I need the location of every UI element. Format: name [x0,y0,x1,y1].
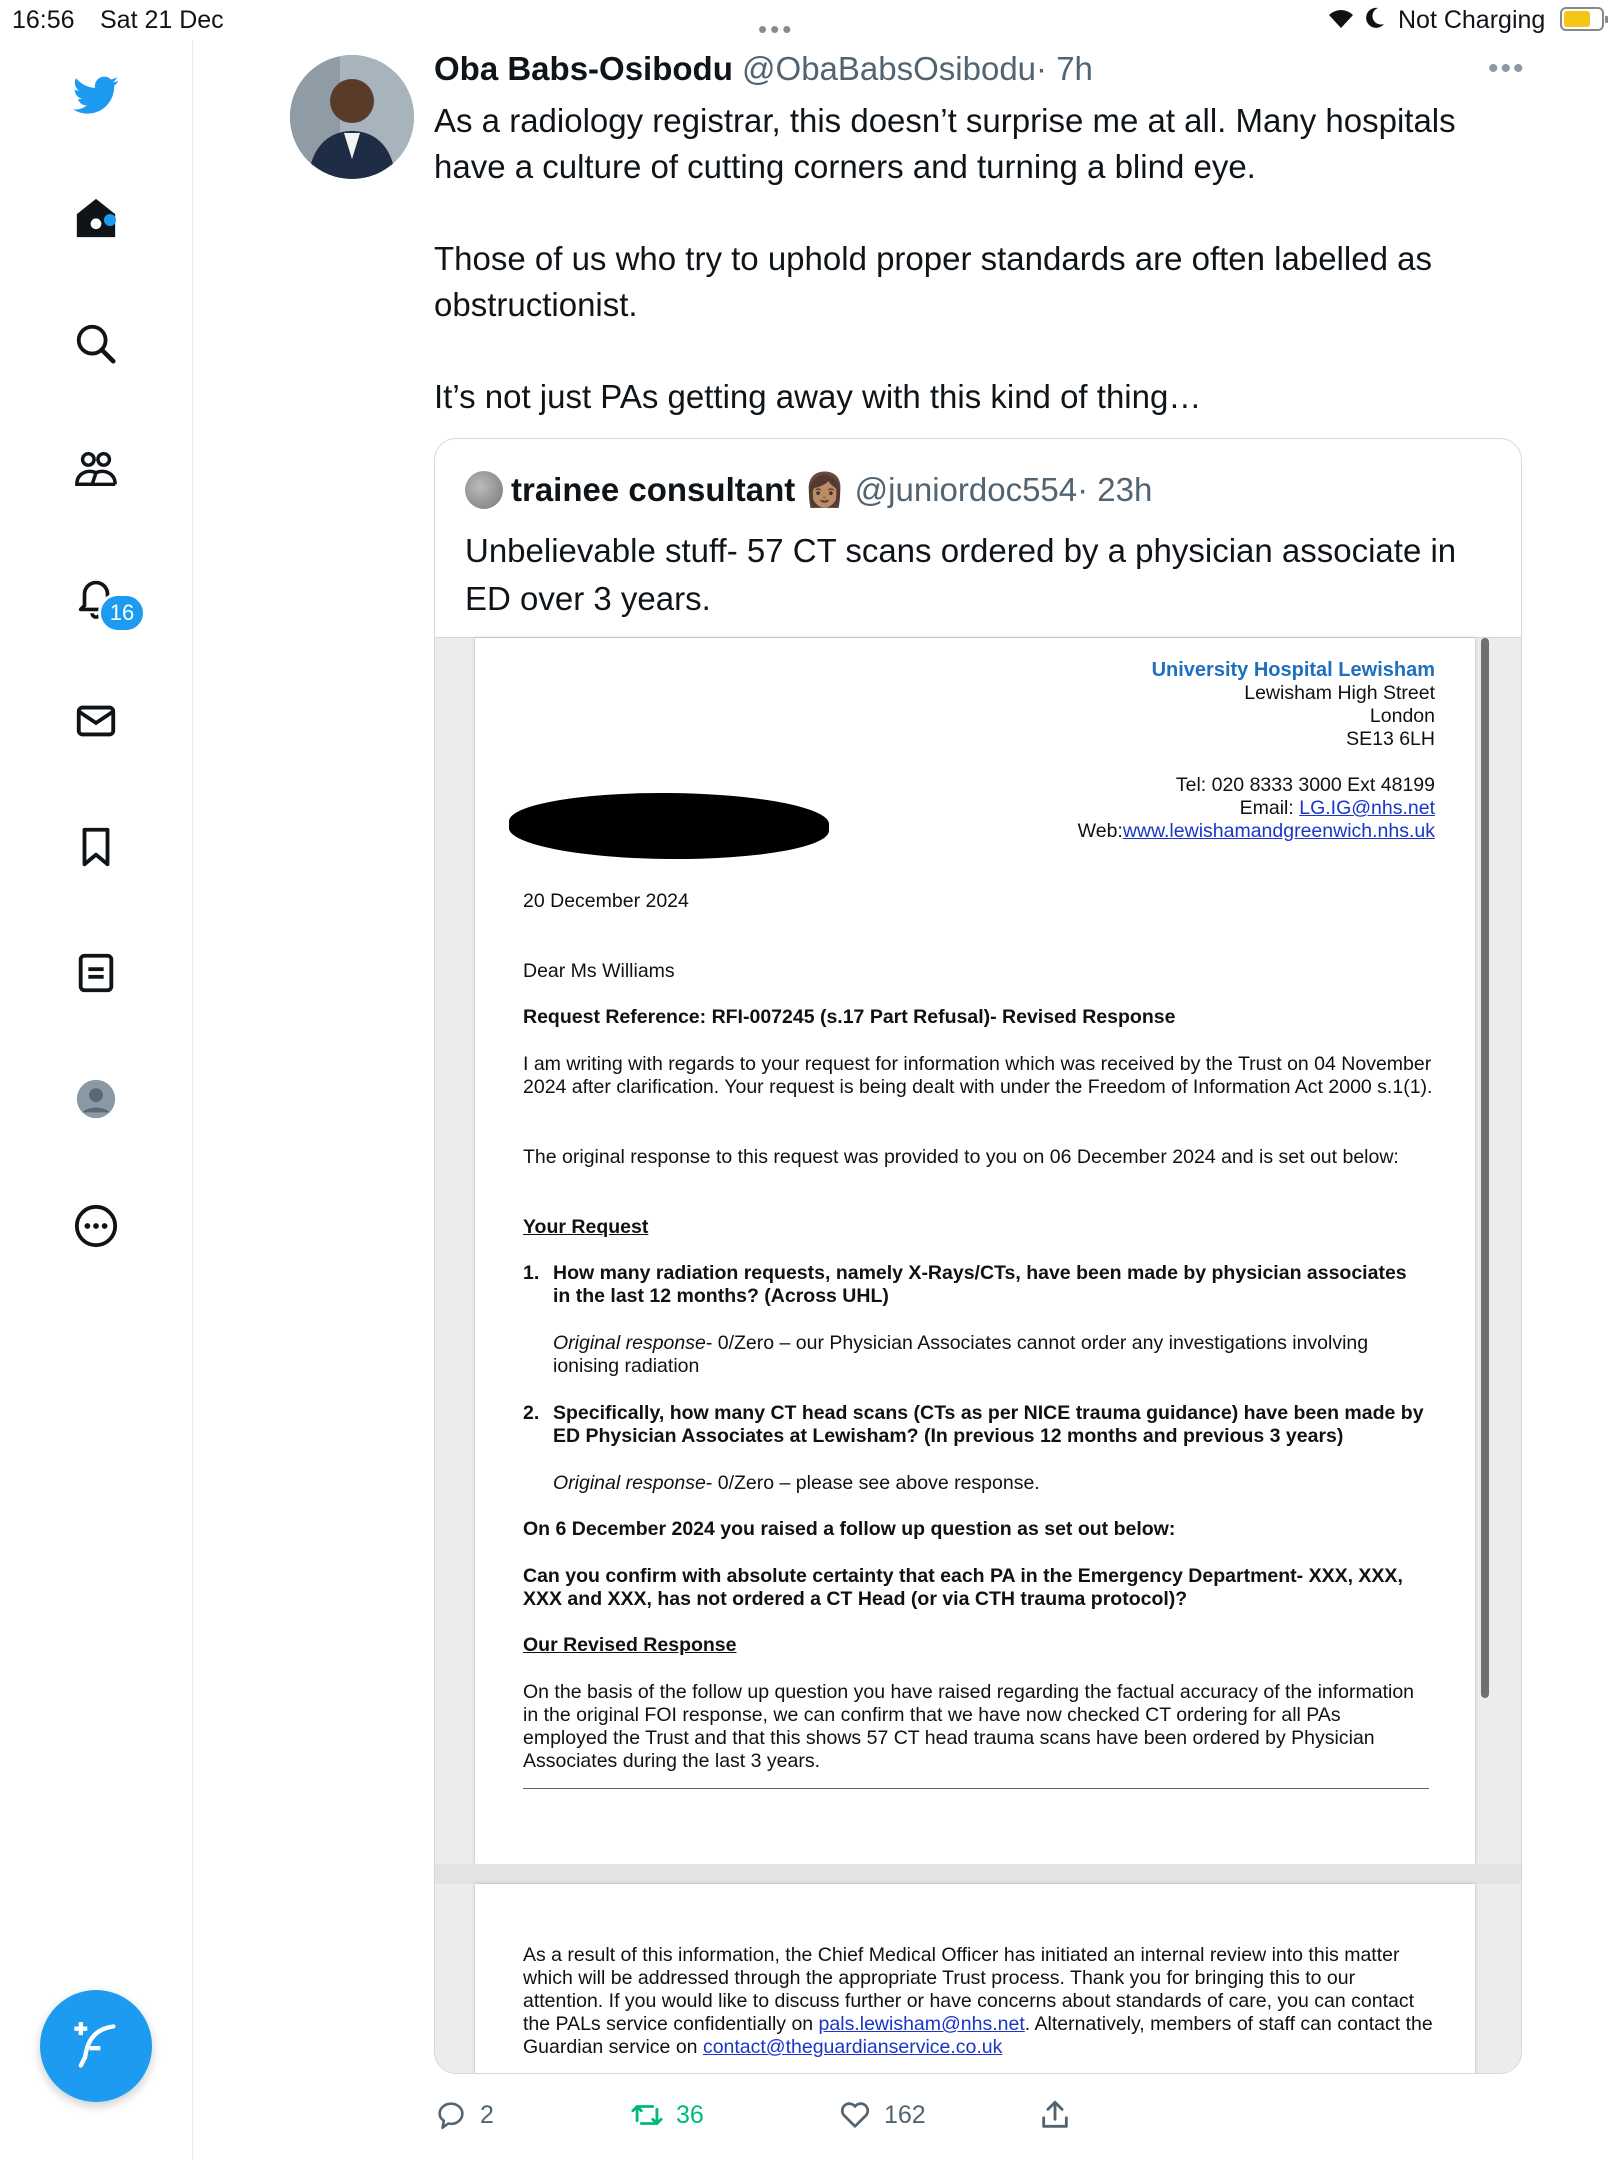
q2-response-label: Original response [553,1472,706,1494]
moon-icon [1364,6,1386,37]
address-line-2: London [1369,705,1435,727]
status-time: 16:56 [12,6,75,34]
profile-icon[interactable] [70,1073,122,1125]
tweet-more-button[interactable]: ••• [1488,52,1526,85]
quoted-author-avatar[interactable] [465,471,503,509]
quoted-tweet-text: Unbelievable stuff- 57 CT scans ordered by a physician associate in ED over 3 years. [465,532,1457,617]
sidebar [0,40,193,2160]
retweet-button[interactable] [630,2098,704,2132]
charging-status: Not Charging [1398,6,1546,34]
followup-question: Can you confirm with absolute certainty that each PA in the Emergency Department- XXX, XXX, XXX and XXX, has not ordered a CT Head (or via CTH trauma protocol)? [523,1565,1403,1610]
page2-text-a: As a result of this information, the Chief Medical Officer has initiated an internal review into this matter which will be addressed through the appropriate Trust process. Thank you for bringing this to our attention. If you would like to discuss further or have concerns about standards of care, you can contact the PALs service confidentially on [523,1944,1415,2035]
doc-email-link: LG.IG@nhs.net [1299,797,1435,819]
messages-icon[interactable] [70,695,122,747]
address-line-1: Lewisham High Street [1244,682,1435,704]
q1-number: 1. [523,1262,540,1284]
tweet-text: As a radiology registrar, this doesn’t surprise me at all. Many hospitals have a culture of cutting corners and turning a blind eye. Those of us who try to uphold proper standards are often labelled as obstructionist. It’s not just PAs getting away with this kind of thing… [434,102,1456,415]
author-avatar[interactable] [290,55,414,179]
doc-para-1: I am writing with regards to your request for information which was received by the Trust on 04 November 2024 after clarification. Your request is being dealt with under the Freedom of Information Act 2000 s.1(1). [523,1053,1433,1098]
heart-icon [838,2098,872,2132]
battery-icon [1560,7,1604,31]
like-count: 162 [884,2100,926,2129]
doc-para-2: The original response to this request was provided to you on 06 December 2024 and is set out below: [523,1146,1399,1168]
address-line-3: SE13 6LH [1346,728,1435,750]
doc-divider [523,1788,1429,1789]
wifi-icon [1326,6,1356,37]
bookmarks-icon[interactable] [70,821,122,873]
attached-document-image[interactable] [435,637,1521,2074]
retweet-icon [630,2098,664,2132]
author-name[interactable]: Oba Babs-Osibodu [434,50,733,87]
revised-response-heading: Our Revised Response [523,1634,737,1656]
quoted-tweet-header [511,471,1152,510]
home-unread-dot [104,214,116,226]
your-request-heading: Your Request [523,1216,649,1238]
quoted-tweet-time: · 23h [1077,471,1153,508]
tweet-header [434,50,1093,88]
reply-button[interactable] [434,2098,494,2132]
multitasking-grabber[interactable]: ••• [758,14,795,44]
compose-tweet-button[interactable] [40,1990,152,2102]
doc-email-label: Email: [1239,797,1300,819]
doc-reference: Request Reference: RFI-007245 (s.17 Part Refusal)- Revised Response [523,1006,1176,1028]
reply-icon [434,2098,468,2132]
pals-email-link: pals.lewisham@nhs.net [818,2013,1025,2035]
q2-text: Specifically, how many CT head scans (CTs as per NICE trauma guidance) have been made by ED Physician Associates at Lewisham? (In previous 12 months and previous 3 years) [553,1402,1424,1447]
doc-web-link: www.lewishamandgreenwich.nhs.uk [1122,820,1435,842]
lists-icon[interactable] [70,947,122,999]
quoted-author-handle: @juniordoc554 [854,471,1078,508]
reply-count: 2 [480,2100,494,2129]
q2-number: 2. [523,1402,540,1424]
doc-web-line [1078,820,1435,843]
q1-response-label: Original response [553,1332,706,1354]
notification-count-badge: 16 [98,593,146,633]
more-icon[interactable] [70,1200,122,1252]
q1-response [553,1332,1413,1378]
tweet-time[interactable]: · 7h [1036,50,1093,87]
doc-salutation: Dear Ms Williams [523,960,675,982]
communities-icon[interactable] [70,443,122,495]
page2-paragraph [523,1944,1433,2059]
followup-intro: On 6 December 2024 you raised a follow up question as set out below: [523,1518,1176,1540]
quoted-author-name: trainee consultant 👩🏽 [511,471,846,508]
author-handle[interactable]: @ObaBabsOsibodu [742,50,1037,87]
revised-response-text: On the basis of the follow up question you have raised regarding the factual accuracy of the information in the original FOI response, we can confirm that we have now checked CT ordering for all PAs employed the Trust and that this shows 57 CT head trauma scans have been ordered by Physician Associates during the last 3 years. [523,1681,1415,1772]
status-date: Sat 21 Dec [100,6,224,34]
search-icon[interactable] [70,318,122,370]
doc-web-label: Web: [1077,820,1123,842]
org-name: University Hospital Lewisham [1151,659,1435,681]
redacted-address-block [509,792,830,861]
document-page-1 [475,638,1475,1864]
page2-text-b: . Alternatively, members of staff can contact the Guardian service on [523,2013,1433,2058]
q2-response-text: - 0/Zero – please see above response. [705,1472,1040,1494]
tweet-actions [434,2098,1534,2138]
share-button[interactable] [1038,2098,1072,2132]
q1-text: How many radiation requests, namely X-Rays/CTs, have been made by physician associates in the last 12 months? (Across UHL) [553,1262,1407,1307]
q2-response [553,1472,1413,1495]
doc-date: 20 December 2024 [523,890,689,912]
guardian-email-link: contact@theguardianservice.co.uk [702,2036,1003,2058]
compose-tweet-icon [70,2020,122,2072]
doc-email-line [1240,797,1435,820]
twitter-logo-icon[interactable] [70,69,122,121]
like-button[interactable] [838,2098,926,2132]
q1-response-text: - 0/Zero – our Physician Associates cannot order any investigations involving ionising radiation [553,1332,1369,1377]
status-bar [0,0,1620,40]
share-icon [1038,2098,1072,2132]
document-scrollbar[interactable] [1481,638,1489,1698]
page-gap [435,1864,1521,1884]
retweet-count: 36 [676,2100,704,2129]
document-page-2 [475,1884,1475,2074]
doc-tel: Tel: 020 8333 3000 Ext 48199 [1175,774,1435,796]
quoted-tweet[interactable] [434,438,1522,2074]
